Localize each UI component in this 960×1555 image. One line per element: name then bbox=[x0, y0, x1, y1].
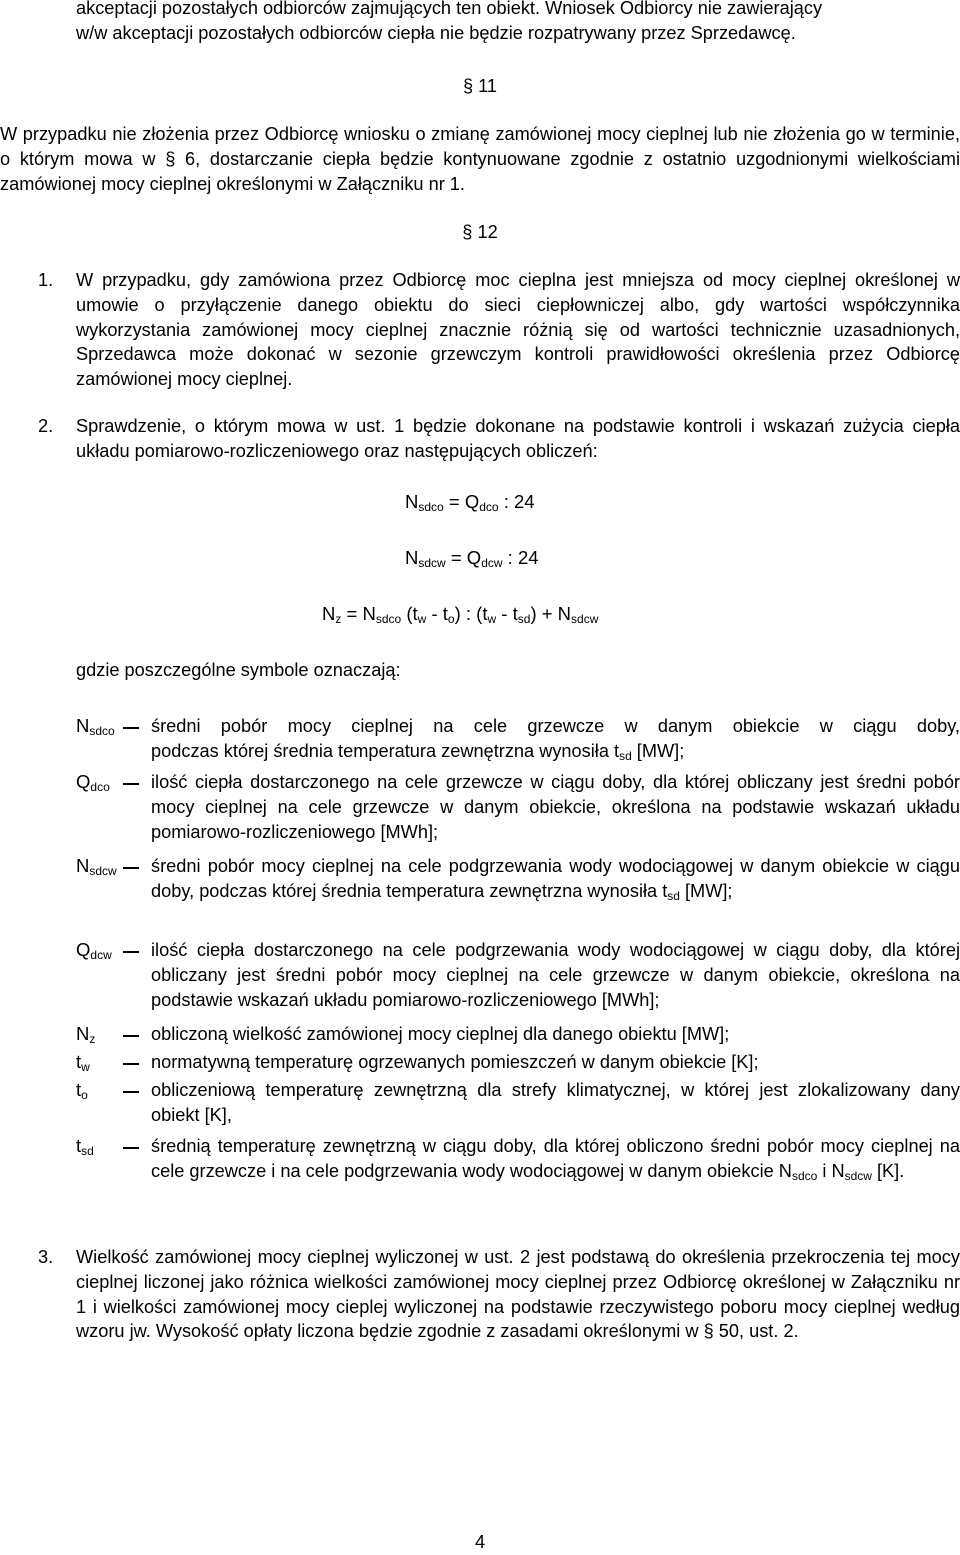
definition-text-tw: normatywną temperaturę ogrzewanych pomieszczeń w danym obiekcie [K]; bbox=[151, 1052, 759, 1072]
definition-symbol-nz bbox=[76, 1022, 95, 1047]
definition-dash bbox=[123, 951, 139, 953]
item-2-number: 2. bbox=[38, 416, 54, 436]
formula-1-eq: = Q bbox=[443, 491, 480, 512]
formula-3-s2: sdco bbox=[375, 612, 402, 626]
formula-2-lhs-sub: sdcw bbox=[418, 556, 446, 570]
formula-3-p2: = N bbox=[341, 603, 376, 624]
definition-symbol-qdco bbox=[76, 770, 110, 795]
formula-1-lhs-sub: sdco bbox=[418, 500, 444, 514]
def-1-sub: dco bbox=[90, 780, 110, 794]
definition-text-nz: obliczoną wielkość zamówionej mocy cieplnej dla danego obiektu [MW]; bbox=[151, 1024, 730, 1044]
definition-text-nsdco bbox=[151, 714, 960, 764]
def-1-sym: Q bbox=[76, 771, 91, 792]
def-6-sym: t bbox=[76, 1079, 82, 1100]
definition-symbol-tsd bbox=[76, 1134, 94, 1159]
item-1-paragraph bbox=[76, 268, 960, 392]
definition-dash bbox=[123, 783, 139, 785]
formula-2-eq: = Q bbox=[445, 547, 482, 568]
formula-nsdco bbox=[405, 490, 535, 515]
section-11-text: W przypadku nie złożenia przez Odbiorcę wniosku o zmianę zamówionej mocy cieplnej lub nie złożenia go w terminie, o którym mowa w § 6, dostarczanie ciepła będzie kontynuowane zgodnie z ostatnio uzgodnionymi wielkościami zamówionej mocy cieplnej określonymi w Załączniku nr 1. bbox=[0, 124, 960, 194]
legend-intro: gdzie poszczególne symbole oznaczają: bbox=[76, 660, 401, 680]
formula-3-s3: w bbox=[417, 612, 427, 626]
def-4-sub: z bbox=[89, 1032, 96, 1046]
formula-3-s6: sd bbox=[517, 612, 531, 626]
definition-text-nsdcw bbox=[151, 854, 960, 904]
def-0-line-1: średni pobór mocy cieplnej na cele grzewcze w danym obiekcie w ciągu doby, bbox=[151, 716, 960, 736]
def-2-sym: N bbox=[76, 855, 90, 876]
def-3-sym: Q bbox=[76, 939, 91, 960]
def-2-text-a: średni pobór mocy cieplnej na cele podgrzewania wody wodociągowej w danym obiekcie w ciągu doby, podczas której średnia temperatura zewnętrzna wynosiła t bbox=[151, 856, 960, 901]
def-0-sub: sdco bbox=[89, 724, 115, 738]
section-11-paragraph bbox=[0, 122, 960, 196]
def-0-line-2-sub: sd bbox=[619, 748, 632, 763]
def-7-text-sub1: sdco bbox=[791, 1168, 818, 1183]
section-11-heading: § 11 bbox=[462, 76, 498, 96]
formula-2-rest: : 24 bbox=[502, 547, 539, 568]
formula-1-rest: : 24 bbox=[498, 491, 535, 512]
formula-2-q-sub: dcw bbox=[481, 556, 503, 570]
formula-1-q-sub: dco bbox=[479, 500, 499, 514]
def-7-text-b: [K]. bbox=[871, 1160, 905, 1181]
def-2-text-b: [MW]; bbox=[679, 880, 733, 901]
definition-dash bbox=[123, 1147, 139, 1149]
item-3-number: 3. bbox=[38, 1247, 54, 1267]
def-2-sub: sdcw bbox=[89, 864, 117, 878]
definition-symbol-to bbox=[76, 1078, 88, 1103]
def-0-sym: N bbox=[76, 715, 90, 736]
item-2-text: Sprawdzenie, o którym mowa w ust. 1 będzie dokonane na podstawie kontroli i wskazań zużycia ciepła układu pomiarowo-rozliczeniowego oraz następujących obliczeń: bbox=[76, 416, 960, 461]
def-0-line-2-text: podczas której średnia temperatura zewnętrzna wynosiła t bbox=[151, 740, 620, 761]
item-3-text: Wielkość zamówionej mocy cieplnej wyliczonej w ust. 2 jest podstawą do określenia przekroczenia tej mocy cieplnej liczonej jako różnica wielkości zamówionej mocy cieplnej przez Odbiorcę określonej w Załączniku nr 1 i wielkości zamówionej mocy cieplej wyliczonej na podstawie rzeczywistego poboru mocy cieplnej według wzoru jw. Wysokość opłaty liczona będzie zgodnie z zasadami określonymi w § 50, ust. 2. bbox=[76, 1247, 960, 1342]
formula-nsdcw bbox=[405, 546, 539, 571]
def-7-text-sub2: sdcw bbox=[844, 1168, 872, 1183]
item-2-paragraph bbox=[76, 414, 960, 464]
formula-3-p7: ) + N bbox=[530, 603, 572, 624]
page-number: 4 bbox=[474, 1532, 486, 1552]
def-2-text-sub: sd bbox=[667, 888, 680, 903]
definition-symbol-nsdco bbox=[76, 714, 115, 739]
formula-3-p3: (t bbox=[401, 603, 418, 624]
definition-symbol-nsdcw bbox=[76, 854, 117, 879]
definition-dash bbox=[123, 1091, 139, 1093]
definition-text-qdcw: ilość ciepła dostarczonego na cele podgrzewania wody wodociągowej w ciągu doby, dla której obliczany jest średni pobór mocy cieplnej na cele grzewcze w danym obiekcie, określona na podstawie wskazań układu pomiarowo-rozliczeniowego [MWh]; bbox=[151, 940, 960, 1010]
formula-1-lhs: N bbox=[405, 491, 419, 512]
def-4-sym: N bbox=[76, 1023, 90, 1044]
def-0-line-2-tail: [MW]; bbox=[631, 740, 685, 761]
definition-dash bbox=[123, 867, 139, 869]
definition-text-to: obliczeniową temperaturę zewnętrzną dla strefy klimatycznej, w której jest zlokalizowany dany obiekt [K], bbox=[151, 1080, 960, 1125]
def-7-text-a: średnią temperaturę zewnętrzną w ciągu doby, dla której obliczono średni pobór mocy cieplnej na cele grzewcze i na cele podgrzewania wody wodociągowej w danym obiekcie N bbox=[151, 1136, 960, 1181]
continuation-line-2: w/w akceptacji pozostałych odbiorców ciepła nie będzie rozpatrywany przez Sprzedawcę. bbox=[76, 22, 796, 43]
definition-symbol-qdcw bbox=[76, 938, 112, 963]
definition-symbol-tw bbox=[76, 1050, 90, 1075]
definition-text-qdco: ilość ciepła dostarczonego na cele grzewcze w ciągu doby, dla której obliczany jest średni pobór mocy cieplnej na cele grzewcze w danym obiekcie, określona na podstawie wskazań układu pomiarowo-rozliczeniowego [MWh]; bbox=[151, 772, 960, 842]
def-5-sub: w bbox=[81, 1060, 90, 1074]
def-7-sym: t bbox=[76, 1135, 82, 1156]
definition-dash bbox=[123, 1063, 139, 1065]
formula-3-p6: - t bbox=[496, 603, 518, 624]
formula-3-s5: w bbox=[487, 612, 497, 626]
continuation-line-1: akceptacji pozostałych odbiorców zajmujących ten obiekt. Wniosek Odbiorcy nie zawierający bbox=[76, 0, 823, 18]
formula-3-s1: z bbox=[335, 612, 342, 626]
item-1-text: W przypadku, gdy zamówiona przez Odbiorcę moc cieplna jest mniejsza od mocy cieplnej określonej w umowie o przyłączenie danego obiektu do sieci ciepłowniczej albo, gdy wartości współczynnika wykorzystania zamówionej mocy cieplnej znacznie różnią się od wartości technicznie uzasadnionych, Sprzedawca może dokonać w sezonie grzewczym kontroli prawidłowości określenia przez Odbiorcę zamówionej mocy cieplnej. bbox=[76, 270, 960, 390]
def-0-line-2 bbox=[151, 739, 960, 764]
definition-text-tsd bbox=[151, 1134, 960, 1184]
definition-dash bbox=[123, 727, 139, 729]
formula-3-s7: sdcw bbox=[571, 612, 599, 626]
def-6-sub: o bbox=[81, 1088, 88, 1102]
formula-3-p5: ) : (t bbox=[454, 603, 488, 624]
definition-dash bbox=[123, 1035, 139, 1037]
item-3-paragraph bbox=[76, 1245, 960, 1344]
def-3-sub: dcw bbox=[90, 948, 112, 962]
continuation-paragraph bbox=[76, 0, 960, 46]
def-7-text-mid: i N bbox=[817, 1160, 845, 1181]
formula-2-lhs: N bbox=[405, 547, 419, 568]
section-12-heading: § 12 bbox=[462, 222, 498, 242]
formula-3-s4: o bbox=[447, 612, 455, 626]
def-7-sub: sd bbox=[81, 1144, 94, 1158]
def-5-sym: t bbox=[76, 1051, 82, 1072]
formula-3-p1: N bbox=[322, 603, 336, 624]
formula-nz bbox=[322, 602, 598, 627]
item-1-number: 1. bbox=[38, 270, 54, 290]
formula-3-p4: - t bbox=[426, 603, 448, 624]
